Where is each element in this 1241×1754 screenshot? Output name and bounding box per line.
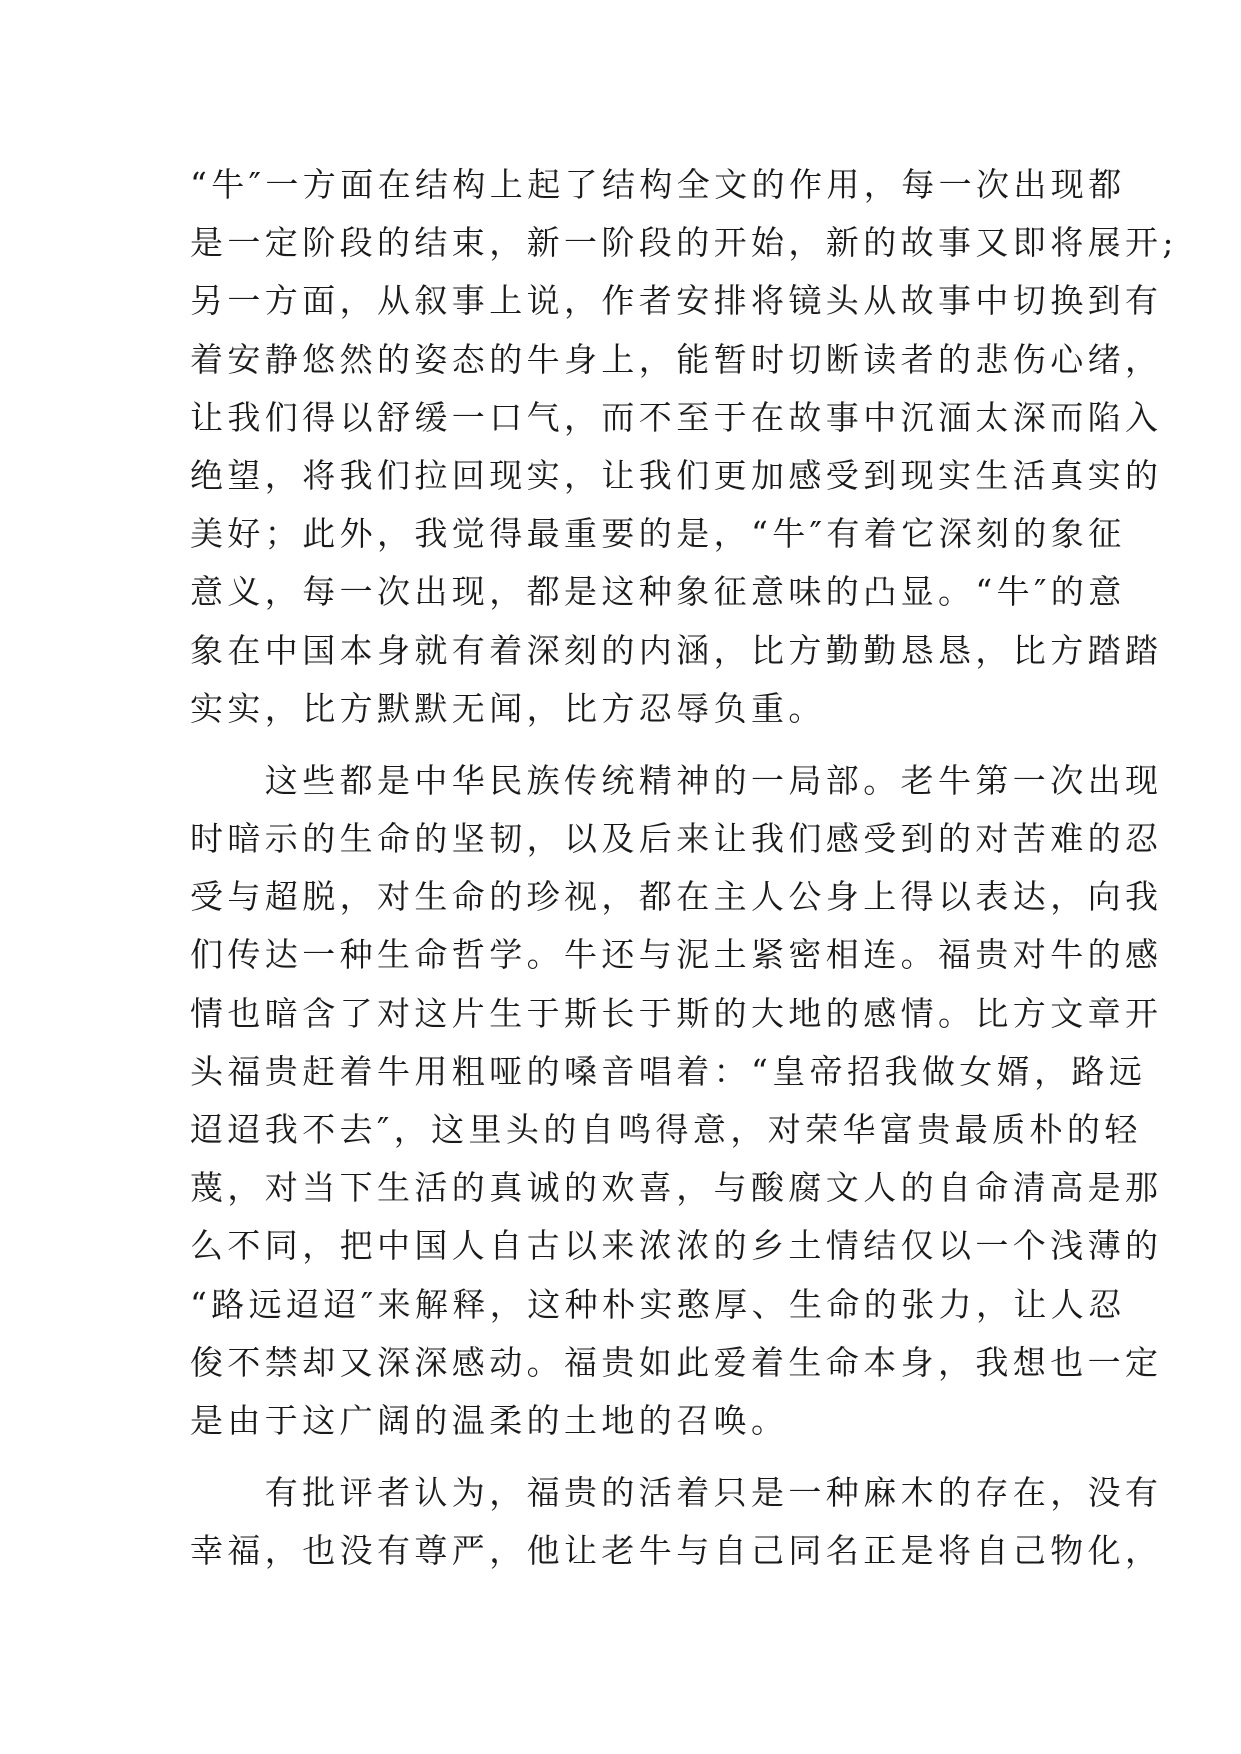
text-line: 幸福，也没有尊严，他让老牛与自己同名正是将自己物化，: [190, 1531, 1163, 1571]
text-line: 俊不禁却又深深感动。福贵如此爱着生命本身，我想也一定: [190, 1342, 1163, 1382]
text-line: 蔑，对当下生活的真诚的欢喜，与酸腐文人的自命清高是那: [190, 1168, 1163, 1208]
text-line: 时暗示的生命的坚韧，以及后来让我们感受到的对苦难的忍: [190, 819, 1163, 859]
text-line: 美好；此外，我觉得最重要的是，“牛″有着它深刻的象征: [190, 514, 1126, 554]
document-body: [190, 156, 1178, 1581]
text-line: 这些都是中华民族传统精神的一局部。老牛第一次出现: [190, 760, 1163, 800]
text-line: 实实，比方默默无闻，比方忍辱负重。: [190, 688, 826, 728]
paragraph-spacing: [190, 738, 1055, 752]
paragraph-spacing: [190, 1450, 1055, 1464]
text-line: 有批评者认为，福贵的活着只是一种麻木的存在，没有: [190, 1473, 1163, 1513]
text-line: 迢迢我不去″，这里头的自鸣得意，对荣华富贵最质朴的轻: [190, 1110, 1142, 1149]
text-line: 么不同，把中国人自古以来浓浓的乡土情结仅以一个浅薄的: [190, 1226, 1163, 1266]
text-line: 受与超脱，对生命的珍视，都在主人公身上得以表达，向我: [190, 877, 1163, 917]
text-line: 情也暗含了对这片生于斯长于斯的大地的感情。比方文章开: [190, 993, 1163, 1033]
text-line: “路远迢迢″来解释，这种朴实憨厚、生命的张力，让人忍: [190, 1284, 1126, 1324]
paragraph: [190, 752, 1163, 1450]
text-line: 是一定阶段的结束，新一阶段的开始，新的故事又即将展开;: [190, 223, 1178, 263]
text-line: 们传达一种生命哲学。牛还与泥土紧密相连。福贵对牛的感: [190, 935, 1163, 975]
text-line: 着安静悠然的姿态的牛身上，能暂时切断读者的悲伤心绪，: [190, 339, 1163, 379]
text-line: 头福贵赶着牛用粗哑的嗓音唱着：“皇帝招我做女婿，路远: [190, 1051, 1147, 1091]
text-line: 让我们得以舒缓一口气，而不至于在故事中沉湎太深而陷入: [190, 397, 1163, 437]
text-line: 意义，每一次出现，都是这种象征意味的凸显。“牛″的意: [190, 572, 1126, 612]
text-line: “牛″一方面在结构上起了结构全文的作用，每一次出现都: [190, 165, 1126, 204]
text-line: 另一方面，从叙事上说，作者安排将镜头从故事中切换到有: [190, 281, 1163, 321]
text-line: 是由于这广阔的温柔的土地的召唤。: [190, 1400, 789, 1440]
text-line: 象在中国本身就有着深刻的内涵，比方勤勤恳恳，比方踏踏: [190, 630, 1163, 670]
paragraph: [190, 1464, 1163, 1580]
paragraph: [190, 156, 1178, 738]
text-line: 绝望，将我们拉回现实，让我们更加感受到现实生活真实的: [190, 455, 1163, 495]
